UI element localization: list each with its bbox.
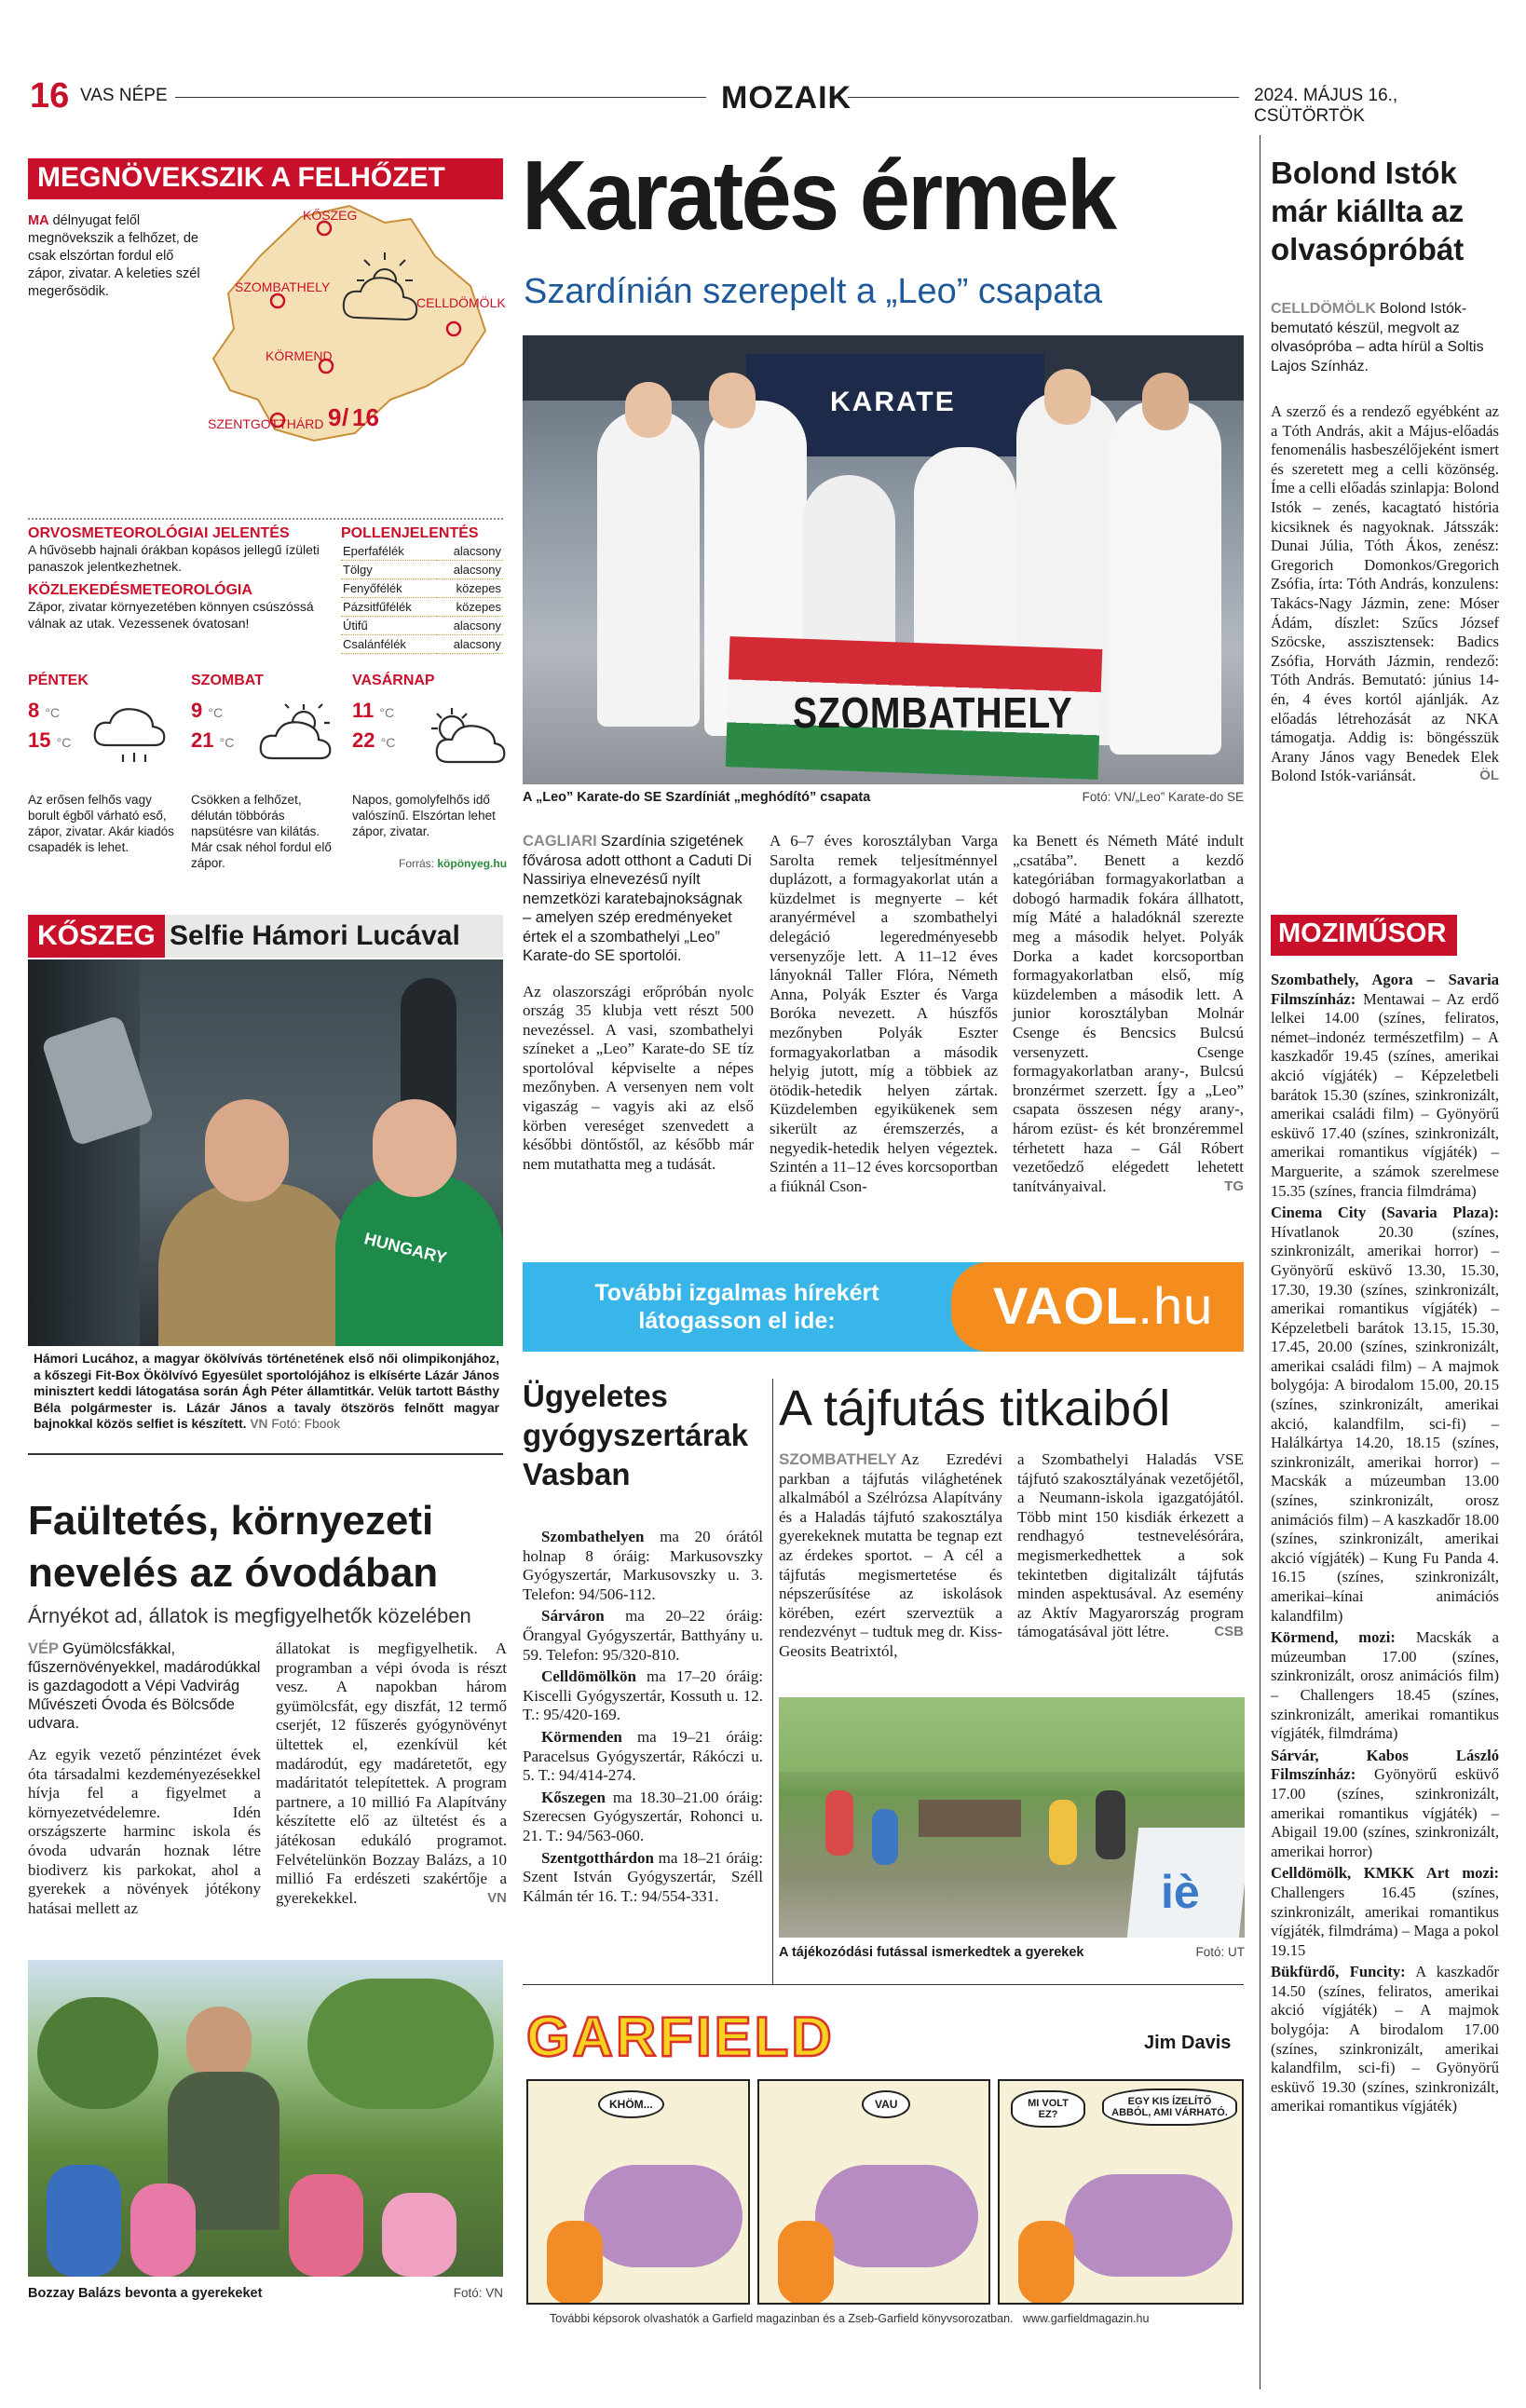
partly-sunny-icon — [259, 701, 341, 775]
bolond-body: A szerző és a rendező egyébként az a Tóth András, akit a Május-előadás fenomenális hasbeszélőjeként ismert és szeretett meg a celli közönség. Íme a celli előadás szinlapja: Bolond Istók – zenés, kacagtató história kicsiknek és nagyoknak. Játsszák: Dunai Júlia, Tóth Ákos, zenész: Gregorich Domonkos/Gregorich Zsófia, írta: Tóth András, konzulens: Takács-Nagy Jázmin, zene: Móser Ádám, díszlet: Szűcs József Szöcske, asszisztensek: Badics Zsófia, Horváth Jázmin, rendező: Tóth András. Bemutató: június 14-én, 4 éves kortól ajánlják. Az előadás létrehozását az NKA támogatja. Addig is: böngésszük Arany János vagy Benedek Elek Bolond Istók-variánsát. ÖL — [1271, 402, 1499, 785]
mozi-list: Szombathely, Agora – Savaria Filmszínház: Mentawai – Az erdő lelkei 14.00 (színes, feliratos, német–indonéz természetfilm) – A kaszkadőr 19.45 (színes, amerikai akció vígjáték) – Képzeletbeli barátok 15.30 (színes, szinkronizált, amerikai családi film) – Gyönyörű esküvő 17.40 (színes, szinkronizált, amerikai romantikus vígjáték) – Marguerite, a számok szerelmese 15.35 (színes, francia filmdráma) Cinema City (Savaria Plaza): Hívatlanok 20.30 (színes, szinkronizált, amerikai horror) – Gyönyörű esküvő 13.30, 15.30, 17.30, 19.30 (színes, szinkronizált, amerikai romantikus vígjáték) – Képzeletbeli barátok 13.15, 15.30, 17.45, 20.00 (színes, szinkronizált, amerikai családi film) – A majmok bolygója: A birodalom 15.00, 20.15 (színes, szinkronizált, amerikai akció, kalandfilm, sci-fi) – Halálkártya 14.20, 18.15 (színes, szinkronizált, amerikai horror) – Macskák a múzeumban 13.00 (színes, szinkronizált, orosz animációs film) – A kaszkadőr 18.00 (színes, szinkronizált, amerikai akció vígjáték) – Kung Fu Panda 4. 16.15 (színes, szinkronizált, amerikai–kínai animációs kalandfilm) Körmend, mozi: Macskák a múzeumban 17.00 (színes, szinkronizált, orosz animációs film) – Challengers 18.45 (színes, szinkronizált, amerikai romantikus vígjáték, filmdráma) Sárvár, Kabos László Filmszínház: Gyönyörű esküvő 17.00 (színes, szinkronizált, amerikai romantikus vígjáték) – Abigail 19.00 (színes, szinkronizált, amerikai horror) Celldömölk, KMKK Art mozi: Challengers 16.45 (színes, szinkronizált, amerikai romantikus vígjáték, filmdráma) – Maga a pokol 19.15 Bükfürdő, Funcity: A kaszkadőr 14.50 (színes, feliratos, amerikai akció vígjáték) – A majmok bolygója: A birodalom 17.00 (színes, szinkronizált, amerikai kalandfilm, sci-fi) – Gyönyörű esküvő 19.30 (színes, szinkronizált, amerikai romantikus vígjáték) — [1271, 971, 1499, 2116]
speech-bubble: KHÖM... — [598, 2090, 664, 2118]
speech-bubble: MI VOLT EZ? — [1011, 2090, 1085, 2128]
tajfutas-caption: A tájékozódási futással ismerkedtek a gyerekek Fotó: UT — [779, 1945, 1245, 1960]
weather-title: MEGNÖVEKSZIK A FELHŐZET — [28, 158, 503, 199]
pharmacy-list: Szombathelyen ma 20 órától holnap 8 óráig: Markusovszky Gyógyszertár, Markusovszky u. 3. Telefon: 94/506-112. Sárváron ma 20–22 óráig: Őrangyal Gyógyszertár, Batthyány u. 59. Telefon: 95/320-810. Celldömölkön ma 17–20 óráig: Kiscelli Gyógyszertár, Kossuth u. 12. T.: 95/420-169. Körmenden ma 19–21 óráig: Paracelsus Gyógyszertár, Rákóczi u. 5. T.: 94/414-274. Kőszegen ma 18.30–21.00 óráig: Szerecsen Gyógyszertár, Rohonci u. 21. T.: 94/563-060. Szentgotthárdon ma 18–21 óráig: Szent István Gyógyszertár, Széll Kálmán tér 16. T.: 94/554-331. — [523, 1528, 763, 1905]
karate-caption: A „Leo” Karate-do SE Szardíniát „meghódító” csapata Fotó: VN/„Leo” Karate-do SE — [523, 790, 1244, 805]
koszeg-header: KŐSZEG Selfie Hámori Lucával — [28, 915, 503, 958]
pharmacy-title: Ügyeletes gyógyszertárak Vasban — [523, 1379, 749, 1491]
koszeg-caption: Hámori Lucához, a magyar ökölvívás történetének első női olimpikonjához, a kőszegi Fit-Box Ökölvívó Egyesület sportolójához is elkísérte Lázár János minisztert keddi látogatása során Ágh Péter államtitkár. Velük tartott Básthy Béla polgármester is. Lázár János a tavaly ötszörös felnőtt magyar bajnokkal közös selfiet is készített. VN Fotó: Fbook — [34, 1352, 499, 1431]
section-title: MOZAIK — [721, 80, 852, 116]
page-number: 16 — [30, 76, 70, 116]
weather-source: Forrás: köpönyeg.hu — [399, 857, 508, 870]
rain-cloud-icon — [93, 699, 170, 773]
vaol-ad[interactable] — [523, 1262, 1244, 1352]
ovoda-title: Faültetés, környezeti nevelés az óvodában — [28, 1498, 439, 1596]
orvos-block: ORVOSMETEOROLÓGIAI JELENTÉS A hűvösebb hajnali órákban kopásos jellegű ízületi panaszok jelentkezhetnek. KÖZLEKEDÉSMETEOROLÓGIA Zápor, zivatar környezetében könnyen csúszóssá válnak az utak. Vezessenek óvatosan! — [28, 525, 320, 631]
karate-banner: SZOMBATHELY — [793, 688, 1073, 737]
ad-text: További izgalmas hírekért látogasson el ide: — [594, 1280, 879, 1334]
ovoda-caption: Bozzay Balázs bevonta a gyerekeket Fotó: VN — [28, 2286, 503, 2301]
map-town: KÖRMEND — [266, 348, 333, 363]
garfield-footer: További képsorok olvashatók a Garfield magazinban és a Zseb-Garfield könyvsorozatban. www.garfieldmagazin.hu — [550, 2312, 1150, 2325]
garfield-logo: GARFIELD — [526, 2006, 835, 2068]
comic-panel — [526, 2079, 750, 2305]
ad-brand: VAOL.hu — [993, 1276, 1214, 1335]
comic-panel — [757, 2079, 990, 2305]
speech-bubble: VAU — [862, 2090, 910, 2118]
weather-max-temp: 16 — [352, 403, 379, 431]
sun-cloud-icon — [424, 701, 506, 775]
bolond-title: Bolond Istók már kiállta az olvasópróbát — [1271, 156, 1465, 266]
bolond-lead: CELLDÖMÖLK Bolond Istók-bemutató készül, megvolt az olvasópróba – adta hírül a Soltis Lajos Színház. — [1271, 301, 1484, 374]
ovoda-subtitle: Árnyékot ad, állatok is megfigyelhetők közelében — [28, 1604, 471, 1627]
tajfutas-col2: a Szombathelyi Haladás VSE tájfutó szakosztályának vezetőjétől, a Neumann-iskola igazgatójától. Több mint 150 kisdiák érkezett a rendhagyó testnevelésórára, megismerkedhettek a sok tekintetben digitalizált tájfutás minden aspektusával. Az esemény az Aktív Magyarország program támogatásával jött létre. CSB — [1017, 1450, 1244, 1641]
forecast-day: VASÁRNAP 11 °C 22 °C Napos, gomolyfelhős idő valószínű. Elszórtan lehet zápor, zivatar. — [352, 673, 496, 838]
map-town: SZENTGOTTHÁRD — [208, 416, 324, 431]
ovoda-col2: állatokat is megfigyelhetik. A programban a vépi óvoda is részt vesz. A napokban három gyümölcsfát, egy diszfát, 12 termő cserjét, 12 fűszerés gyógynövényt ültettek el, ezenkívül két madárodút, egy madáretetőt, egy madáritatót telepítettek. A program partnere, a 10 millió Fa Alapítvány készítette elő az ültetést és a játékosan edukáló programot. Felvételünkön Bozzay Balázs, a 10 millió Fa erdészeti szakértője a gyerekekkel. VN — [276, 1639, 507, 1907]
weather-intro: MA délnyugat felől megnövekszik a felhőzet, de csak elszórtan fordul elő zápor, zivatar. A keleties szél megerősödik. — [28, 213, 200, 299]
karate-photo — [523, 335, 1244, 784]
karate-col1: CAGLIARI Szardínia szigetének fővárosa adott otthont a Caduti Di Nassiriya elnevezésű nyílt nemzetközi karatebajnokságnak – amelyen szép eredményeket értek el a szombathelyi „Leo” Karate-do SE sportolói. Az olaszországi erőpróbán nyolc ország 35 klubja vett részt 500 nevezéssel. A vasi, szombathelyi színeket a „Leo” Karate-do SE tíz sportolóval képviselte a népes mezőnyben. A versenyen nem volt vigaszág – vagyis aki az első körben vereséget szenvedett a későbbi döntőstől, az később már nem mutathatta meg a tudását. — [523, 833, 754, 1173]
pollen-block: POLLENJELENTÉS Eperfafélék alacsony Tölgy alacsony Fenyőfélék közepes Pázsitfűfélék közepes Útifű alacsony Csalánfélék alacsony — [341, 525, 503, 654]
garfield-author: Jim Davis — [1144, 2033, 1232, 2053]
tajfutas-title: A tájfutás titkaiból — [779, 1381, 1171, 1436]
mozi-title: MOZIMŰSOR — [1271, 915, 1457, 956]
map-town: SZOMBATHELY — [235, 279, 331, 294]
tajfutas-col1: SZOMBATHELY Az Ezredévi parkban a tájfutás világhetének alkalmából a Szélrózsa Alapítvány és a Haladás tájfutó szakosztálya gyerekeknek mutatta be tegnap ezt az érdekes sportot. – A cél a tájfutás megismertetése és népszerűsítése az iskolások körében, ezért szerveztük a rendezvényt – tudtuk meg dr. Kiss-Geosits Beatrixtól, — [779, 1450, 1002, 1660]
page-header — [28, 76, 1500, 126]
ovoda-col1: VÉP Gyümölcsfákkal, fűszernövényekkel, madárodúkkal is gazdagodott a Vépi Vadvirág Művészeti Óvoda és Bölcsőde udvara. Az egyik vezető pénzintézet évek óta társadalmi kezdeményezésekkel hívja fel a figyelmet a környezetvédelemre. Idén országszerte harminc iskola és óvoda udvarán hoznak létre biodiverz kis parkokat, ahol a gyerekek a növények jótékony hatásai mellett az — [28, 1640, 261, 1917]
speech-bubble: EGY KIS ÍZELÍTŐ ABBÓL, AMI VÁRHATÓ. — [1102, 2088, 1237, 2126]
forecast-day: PÉNTEK 8 °C 15 °C Az erősen felhős vagy borult égből várható eső, zápor, zivatar. Akár kiadós csapadék is lehet. — [28, 673, 174, 854]
karate-title: Karatés érmek — [522, 141, 1115, 251]
forecast-day: SZOMBAT 9 °C 21 °C Csökken a felhőzet, délután többórás napsütésre van kilátás. Már csak néhol fordul elő zápor. — [191, 673, 332, 870]
map-town: CELLDÖMÖLK — [416, 295, 506, 310]
karate-col2: A 6–7 éves korosztályban Varga Sarolta remek teljesítménnyel duplázott, a formagyakorlat után a küzdelmet is megnyerte – két aranyérmével a szombathelyi delegáció legeredményesebb versenyzője lett. A 11–12 éves lányoknál Taller Flóra, Németh Anna, Polyák Eszter és Varga Boróka nevezett. A húszfős mezőnyben Polyák Eszter formagyakorlatban a második helyig jutott, míg a többiek az ötödik-hetedik helyen zártak. Küzdelemben egyikükenek sem sikerült az éremszerzés, a negyedik-hetedik helyen végeztek. Szintén a 11–12 éves korcsoportban a fiúknál Cson- — [770, 832, 998, 1195]
comic-panel — [998, 2079, 1244, 2305]
karate-banner-top: KARATE — [830, 387, 956, 417]
weather-min-temp: 9 — [328, 403, 342, 431]
tajfutas-photo: iè — [779, 1697, 1245, 1938]
karate-subtitle: Szardínián szerepelt a „Leo” csapata — [524, 272, 1103, 311]
karate-col3: ka Benett és Németh Máté indult „csatába”. Benett a kezdő kategóriában formagyakorlatban a dobogó harmadik fokára állhatott, míg Máté a haladóknál szerezte meg a második helyet. Polyák Dorka a kadet korcsoportban formagyakorlatban első, míg küzdelemben a második lett. A junior korosztályban Molnár Csenge és Bencsics Bulcsú versenyzett. Csenge formagyakorlatban arany-, Bulcsú bronzérmet szerzett. Így a „Leo” csapata összesen négy arany-, három ezüst- és két bronzéremmel térhetett haza – Gál Róbert vezetőedző elégedett lehetett tanítványaival. TG — [1013, 832, 1244, 1195]
issue-date: 2024. MÁJUS 16., CSÜTÖRTÖK — [1254, 86, 1398, 126]
selfie-photo — [28, 959, 503, 1346]
paper-name: VAS NÉPE — [80, 86, 168, 105]
weather-map — [191, 200, 503, 442]
svg-text:/: / — [342, 403, 349, 431]
map-town: KŐSZEG — [303, 208, 358, 223]
jersey-text: HUNGARY — [362, 1229, 449, 1268]
ovoda-photo — [28, 1960, 503, 2277]
